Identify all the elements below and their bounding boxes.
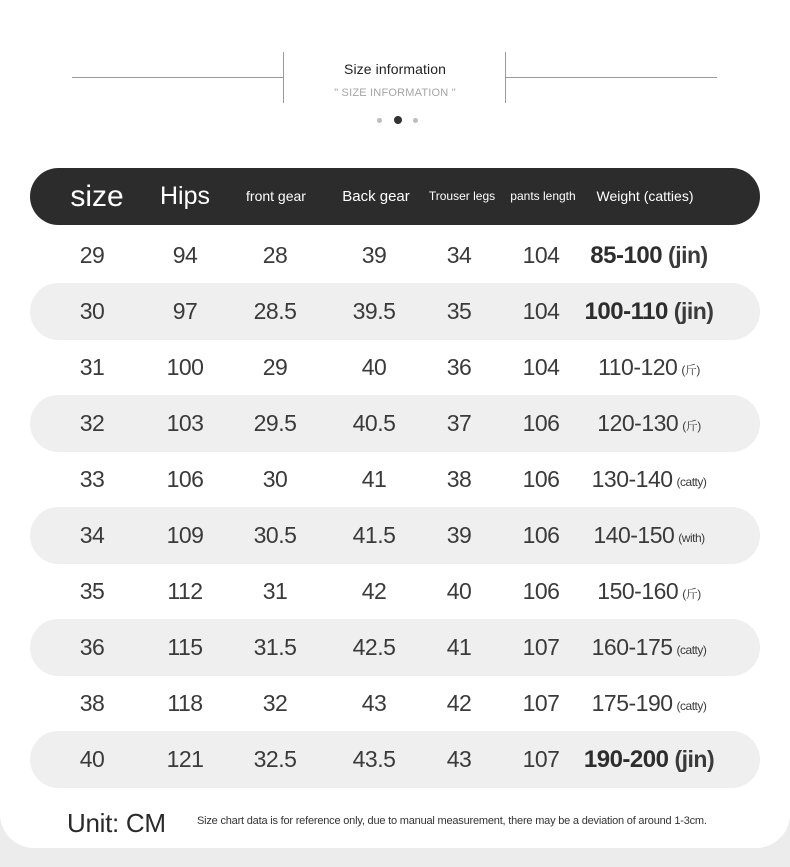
weight-range: 85-100: [590, 242, 663, 269]
weight-range: 130-140: [591, 466, 673, 492]
cell-back-gear: 42.5: [352, 634, 396, 660]
cell-trouser-legs: 42: [446, 690, 472, 716]
cell-weight: [597, 563, 700, 620]
cell-size: 38: [79, 690, 105, 716]
cell-pants-length: 106: [522, 522, 560, 548]
cell-front-gear: 32: [262, 690, 288, 716]
cell-trouser-legs: 41: [446, 634, 472, 660]
cell-trouser-legs: 43: [446, 746, 472, 772]
cell-weight: [593, 507, 704, 564]
table-row: [30, 339, 760, 396]
page-dot-active: [394, 116, 402, 124]
cell-size: 36: [79, 634, 105, 660]
cell-back-gear: 42: [361, 578, 387, 604]
cell-pants-length: 106: [522, 466, 560, 492]
cell-back-gear: 39.5: [352, 298, 396, 324]
header-right-line: [506, 77, 717, 78]
weight-range: 140-150: [593, 522, 675, 548]
cell-pants-length: 104: [522, 242, 560, 268]
cell-front-gear: 28.5: [253, 298, 297, 324]
table-row: [30, 563, 760, 620]
table-row: [30, 283, 760, 340]
cell-size: 32: [79, 410, 105, 436]
cell-front-gear: 30: [262, 466, 288, 492]
cell-size: 30: [79, 298, 105, 324]
table-row: [30, 507, 760, 564]
weight-unit: (斤): [681, 363, 700, 377]
weight-unit: (斤): [682, 419, 701, 433]
cell-pants-length: 106: [522, 410, 560, 436]
cell-back-gear: 41: [361, 466, 387, 492]
cell-weight: [592, 619, 707, 676]
cell-trouser-legs: 39: [446, 522, 472, 548]
weight-unit: (jin): [674, 746, 715, 772]
cell-size: 33: [79, 466, 105, 492]
weight-range: 160-175: [591, 634, 673, 660]
cell-hips: 106: [166, 466, 204, 492]
cell-pants-length: 107: [522, 746, 560, 772]
cell-hips: 94: [172, 242, 198, 268]
cell-hips: 112: [167, 578, 203, 604]
weight-unit: (catty): [676, 699, 707, 713]
cell-front-gear: 28: [262, 242, 288, 268]
cell-front-gear: 29.5: [253, 410, 297, 436]
cell-hips: 121: [166, 746, 204, 772]
cell-trouser-legs: 40: [446, 578, 472, 604]
cell-trouser-legs: 35: [446, 298, 472, 324]
cell-size: 29: [79, 242, 105, 268]
column-header-hips: Hips: [159, 182, 211, 210]
cell-hips: 100: [166, 354, 204, 380]
cell-pants-length: 107: [522, 690, 560, 716]
cell-pants-length: 104: [522, 298, 560, 324]
column-header-trouser-legs: Trouser legs: [428, 189, 496, 203]
cell-weight: [597, 395, 700, 452]
weight-range: 120-130: [597, 410, 679, 436]
weight-unit: (斤): [682, 587, 701, 601]
page-dot: [413, 118, 418, 123]
cell-back-gear: 43: [361, 690, 387, 716]
cell-hips: 97: [172, 298, 198, 324]
column-header-size: size: [70, 180, 124, 213]
cell-front-gear: 29: [262, 354, 288, 380]
table-row: [30, 227, 760, 284]
cell-trouser-legs: 34: [446, 242, 472, 268]
column-header-back-gear: Back gear: [342, 188, 410, 205]
cell-back-gear: 39: [361, 242, 387, 268]
cell-weight: [592, 451, 707, 508]
cell-back-gear: 41.5: [352, 522, 396, 548]
cell-trouser-legs: 37: [446, 410, 472, 436]
cell-size: 40: [79, 746, 105, 772]
page-indicator: [375, 116, 419, 126]
cell-back-gear: 40.5: [352, 410, 396, 436]
table-row: [30, 451, 760, 508]
cell-hips: 103: [166, 410, 204, 436]
table-row: [30, 675, 760, 732]
cell-back-gear: 40: [361, 354, 387, 380]
cell-trouser-legs: 38: [446, 466, 472, 492]
cell-size: 34: [79, 522, 105, 548]
section-title: Size information: [344, 61, 446, 77]
cell-pants-length: 107: [522, 634, 560, 660]
weight-range: 150-160: [597, 578, 679, 604]
cell-pants-length: 106: [522, 578, 560, 604]
cell-hips: 109: [166, 522, 204, 548]
weight-range: 100-110: [584, 298, 668, 325]
cell-front-gear: 31.5: [253, 634, 297, 660]
cell-weight: [598, 339, 700, 396]
column-header-pants-length: pants length: [510, 189, 576, 203]
cell-hips: 118: [167, 690, 203, 716]
cell-front-gear: 30.5: [253, 522, 297, 548]
disclaimer-note: Size chart data is for reference only, due to manual measurement, there may be a deviation of around 1-3cm.: [197, 815, 707, 827]
cell-weight: [590, 227, 707, 284]
cell-size: 31: [79, 354, 105, 380]
section-subtitle: " SIZE INFORMATION ": [334, 87, 456, 99]
unit-label: Unit: CM: [67, 808, 166, 838]
cell-hips: 115: [167, 634, 203, 660]
weight-unit: (catty): [676, 475, 707, 489]
table-header: [30, 168, 760, 225]
cell-trouser-legs: 36: [446, 354, 472, 380]
header-left-line: [72, 77, 284, 78]
table-row: [30, 395, 760, 452]
weight-unit: (jin): [668, 242, 708, 268]
cell-weight: [584, 731, 714, 788]
weight-unit: (catty): [676, 643, 707, 657]
page-dot: [377, 118, 382, 123]
cell-back-gear: 43.5: [352, 746, 396, 772]
column-header-front-gear: front gear: [246, 188, 306, 204]
cell-weight: [592, 675, 707, 732]
table-row: [30, 619, 760, 676]
table-row: [30, 731, 760, 788]
cell-front-gear: 31: [262, 578, 288, 604]
cell-weight: [585, 283, 714, 340]
weight-unit: (jin): [673, 298, 714, 324]
column-header-weight: Weight (catties): [596, 188, 694, 204]
cell-pants-length: 104: [522, 354, 560, 380]
cell-front-gear: 32.5: [253, 746, 297, 772]
weight-unit: (with): [678, 531, 705, 545]
cell-size: 35: [79, 578, 105, 604]
weight-range: 110-120: [598, 354, 678, 380]
weight-range: 175-190: [591, 690, 673, 716]
weight-range: 190-200: [583, 746, 669, 773]
